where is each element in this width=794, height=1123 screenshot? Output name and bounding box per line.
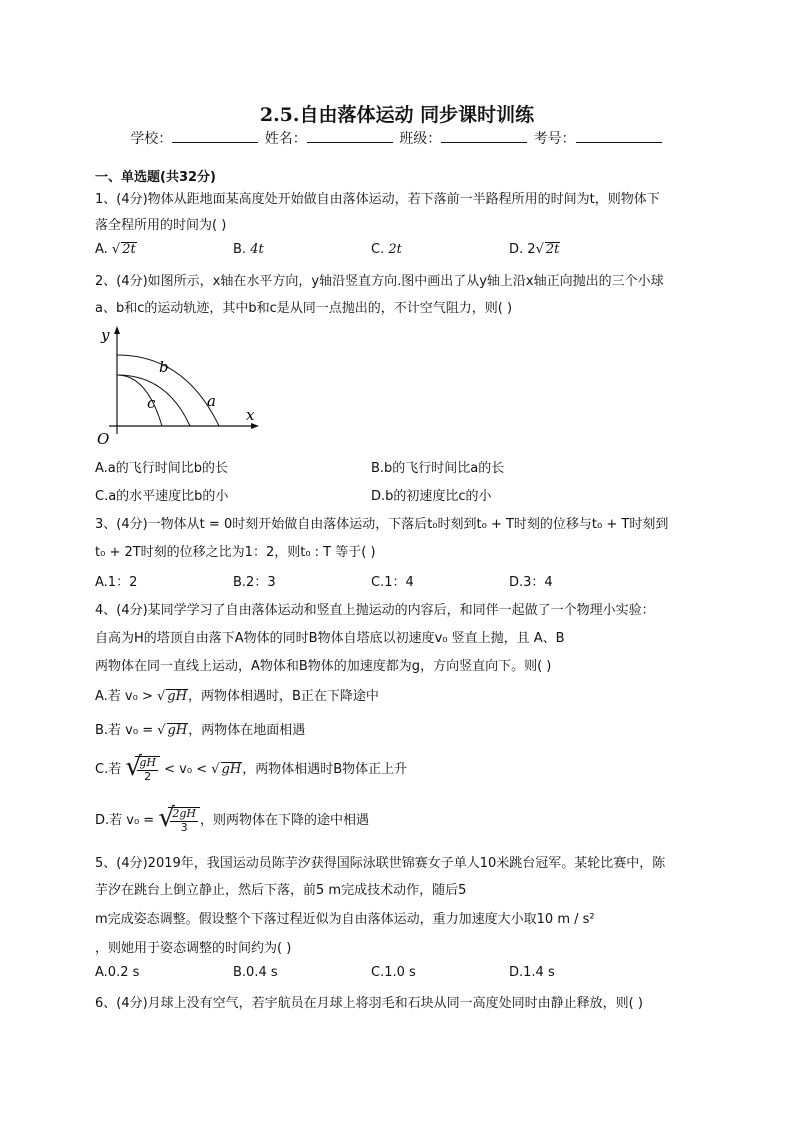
q5-option-b[interactable]: B.0.4 s <box>233 965 278 980</box>
q5-stem-line2: 芋汐在跳台上倒立静止，然后下落，前5 m完成技术动作，随后5 <box>95 883 467 898</box>
q1-option-d[interactable]: D. 2√ 2t <box>509 242 560 257</box>
fig-label-x: x <box>246 406 255 424</box>
fig-label-y: y <box>101 326 110 344</box>
q4-stem-line3: 两物体在同一直线上运动，A物体和B物体的加速度都为g，方向竖直向下。则( ) <box>95 659 552 674</box>
q4-option-c[interactable]: C.若 √ $\frac{gH}{2}$ < v₀ < √ gH，两物体相遇时B物体正上升 <box>95 752 408 783</box>
exam-no-blank[interactable] <box>576 130 662 143</box>
q3-option-c[interactable]: C.1：4 <box>371 575 414 590</box>
q2-option-d[interactable]: D.b的初速度比c的小 <box>371 489 492 504</box>
q1-b-value: 4t <box>250 242 264 257</box>
q5-stem-line3: m完成姿态调整。假设整个下落过程近似为自由落体运动，重力加速度大小取10 m / s² <box>95 912 595 927</box>
q1-stem-line1: 1、(4分)物体从距地面某高度处开始做自由落体运动，若下落前一半路程所用的时间为t，则物体下 <box>95 192 660 207</box>
q4-option-a[interactable]: A.若 v₀ > √ gH，两物体相遇时，B正在下降途中 <box>95 689 379 704</box>
fig-label-origin: O <box>97 430 110 448</box>
q5-option-a[interactable]: A.0.2 s <box>95 965 140 980</box>
q4-stem-line1: 4、(4分)某同学学习了自由落体运动和竖直上抛运动的内容后，和同伴一起做了一个物理小实验： <box>95 603 655 618</box>
q1-option-a[interactable]: A. √ 2t <box>95 242 136 257</box>
q2-option-c[interactable]: C.a的水平速度比b的小 <box>95 489 229 504</box>
page-title: 2.5.自由落体运动 同步课时训练 <box>259 104 535 126</box>
q3-stem-line1: 3、(4分)一物体从t = 0时刻开始做自由落体运动，下落后t₀时刻到t₀ + T时刻的位移与t₀ + T时刻到 <box>95 517 669 532</box>
fig-label-c: c <box>147 394 156 412</box>
q3-option-a[interactable]: A.1：2 <box>95 575 138 590</box>
q4-option-b[interactable]: B.若 v₀ = √ gH，两物体在地面相遇 <box>95 723 306 738</box>
fig-label-b: b <box>159 358 169 376</box>
q1-stem-line2: 落全程所用的时间为( ) <box>95 218 227 233</box>
q3-stem-line2: t₀ + 2T时刻的位移之比为1：2，则t₀ : T 等于( ) <box>95 545 376 560</box>
section-heading: 一、单选题(共32分) <box>95 170 216 185</box>
school-label: 学校： <box>130 131 173 147</box>
class-blank[interactable] <box>441 130 527 143</box>
q4-option-d[interactable]: D.若 v₀ = √ $\frac{2gH}{3}$ ，则两物体在下降的途中相遇 <box>95 803 370 834</box>
q2-stem-line1: 2、(4分)如图所示，x轴在水平方向，y轴沿竖直方向.图中画出了从y轴上沿x轴正向抛出的三个小球 <box>95 274 664 289</box>
q1-c-value: 2t <box>388 242 402 257</box>
name-label: 姓名： <box>264 131 307 147</box>
q1-option-c[interactable]: C. 2t <box>371 242 402 257</box>
q2-option-b[interactable]: B.b的飞行时间比a的长 <box>371 461 505 476</box>
name-blank[interactable] <box>307 130 393 143</box>
q2-trajectory-figure <box>95 322 265 448</box>
q6-stem-line1: 6、(4分)月球上没有空气，若宇航员在月球上将羽毛和石块从同一高度处同时由静止释放，则( ) <box>95 996 643 1011</box>
student-info-row <box>0 128 794 148</box>
q1-a-value: 2t <box>122 242 136 257</box>
q3-option-d[interactable]: D.3：4 <box>509 575 553 590</box>
q4-stem-line2: 自高为H的塔顶自由落下A物体的同时B物体自塔底以初速度v₀ 竖直上抛，且 A、B <box>95 631 565 646</box>
class-label: 班级： <box>399 131 442 147</box>
q1-option-b[interactable]: B. 4t <box>233 242 264 257</box>
exam-no-label: 考号： <box>533 131 576 147</box>
q3-option-b[interactable]: B.2：3 <box>233 575 276 590</box>
q2-stem-line2: a、b和c的运动轨迹，其中b和c是从同一点抛出的，不计空气阻力，则( ) <box>95 301 513 316</box>
q2-option-a[interactable]: A.a的飞行时间比b的长 <box>95 461 229 476</box>
fig-label-a: a <box>207 392 216 410</box>
school-blank[interactable] <box>172 130 258 143</box>
q5-option-c[interactable]: C.1.0 s <box>371 965 416 980</box>
q5-stem-line4: ，则她用于姿态调整的时间约为( ) <box>95 941 292 956</box>
y-axis-arrow <box>114 326 120 334</box>
q1-d-value: 2t <box>545 242 560 257</box>
q5-option-d[interactable]: D.1.4 s <box>509 965 555 980</box>
q5-stem-line1: 5、(4分)2019年，我国运动员陈芋汐获得国际泳联世锦赛女子单人10米跳台冠军。某轮比赛中，陈 <box>95 856 666 871</box>
